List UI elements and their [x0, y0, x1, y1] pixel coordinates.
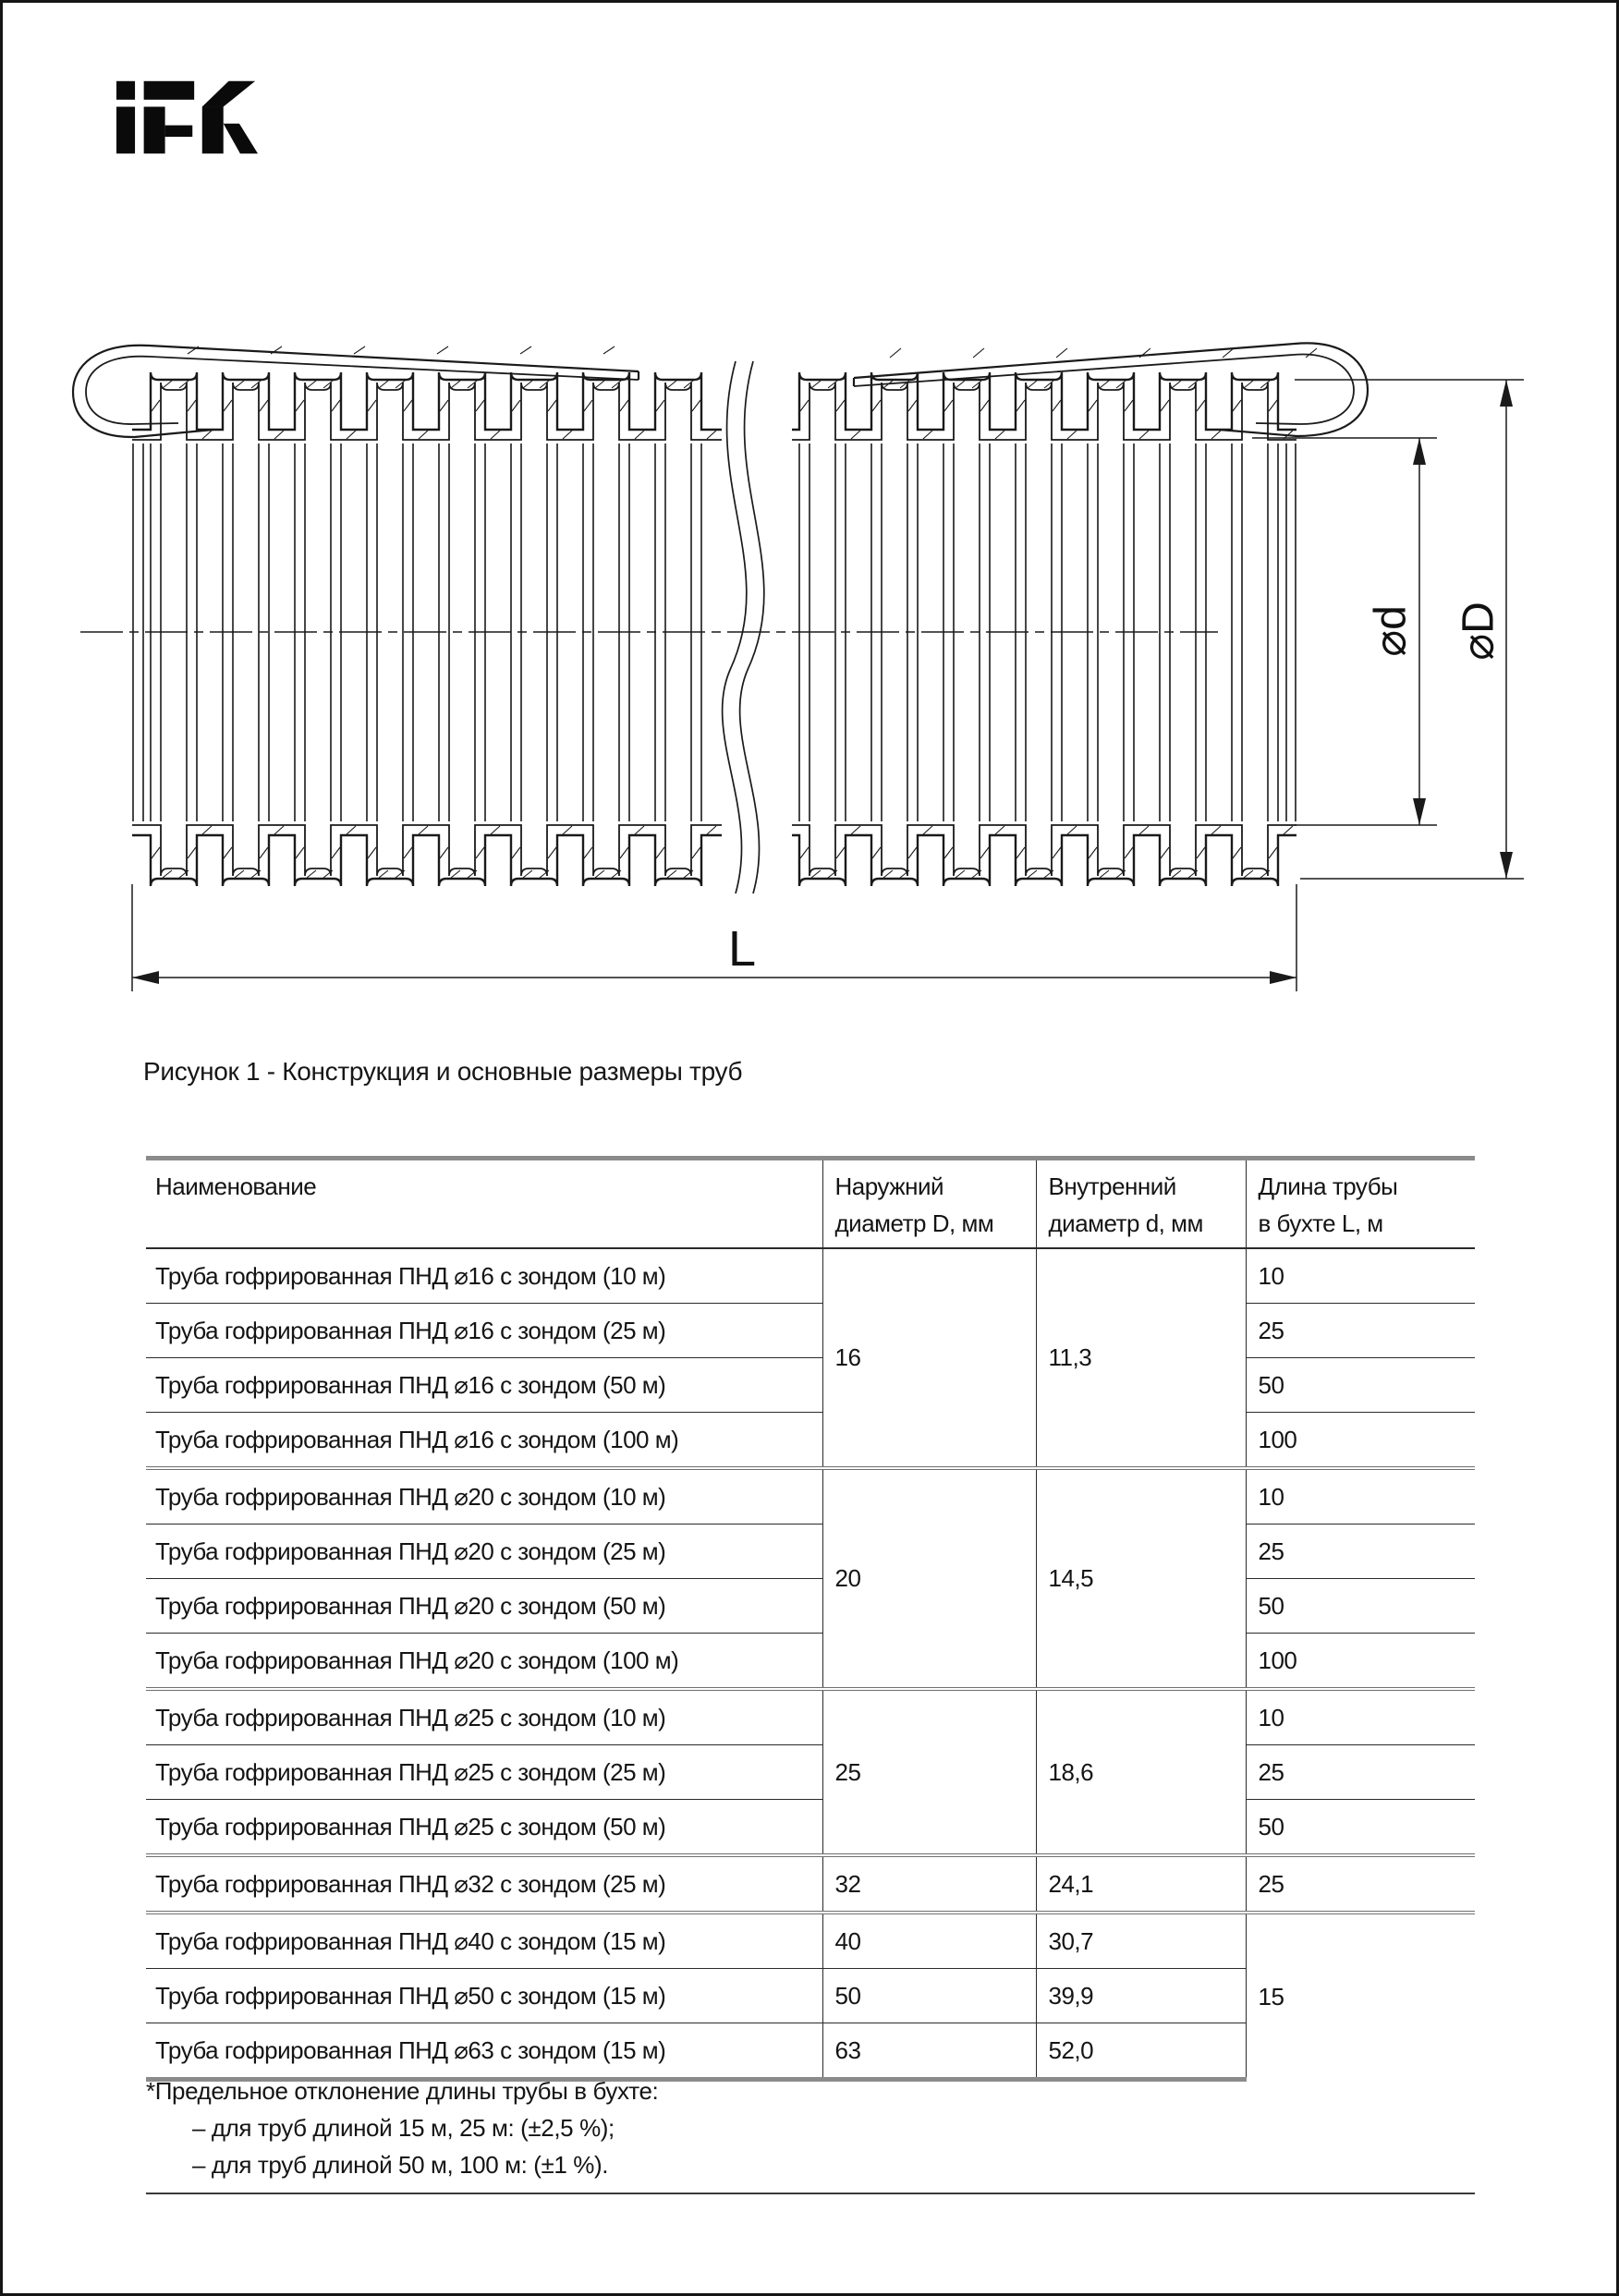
- cell-name: Труба гофрированная ПНД ⌀20 с зондом (10 м): [146, 1468, 822, 1525]
- table-row: [146, 1800, 1475, 1856]
- cell-name: Труба гофрированная ПНД ⌀20 с зондом (25 м): [146, 1525, 822, 1579]
- table-row: [146, 1913, 1475, 1969]
- cell-name: Труба гофрированная ПНД ⌀20 с зондом (100 м): [146, 1634, 822, 1690]
- footnote-title: *Предельное отклонение длины трубы в бухте:: [146, 2077, 659, 2105]
- pipe-bottom-inner-profile: [132, 825, 1296, 876]
- cell-inner-diameter: 39,9: [1036, 1969, 1246, 2023]
- cell-length: 15: [1246, 1913, 1475, 2080]
- cell-name: Труба гофрированная ПНД ⌀50 с зондом (15 м): [146, 1969, 822, 2023]
- cell-name: Труба гофрированная ПНД ⌀32 с зондом (25 м): [146, 1855, 822, 1913]
- spec-table-container: [146, 1156, 1475, 2082]
- cell-length: 100: [1246, 1413, 1475, 1469]
- spec-table: [146, 1156, 1475, 2082]
- table-row: [146, 1413, 1475, 1469]
- table-row: [146, 1358, 1475, 1413]
- spec-table-header: [146, 1159, 1475, 1249]
- column-header: Внутренний диаметр d, мм: [1036, 1159, 1246, 1249]
- table-row: [146, 1248, 1475, 1304]
- table-row: [146, 1579, 1475, 1634]
- footnote-item: – для труб длиной 50 м, 100 м: (±1 %).: [192, 2151, 609, 2179]
- cell-length: 25: [1246, 1525, 1475, 1579]
- table-row: [146, 1855, 1475, 1913]
- cell-name: Труба гофрированная ПНД ⌀16 с зондом (50 м): [146, 1358, 822, 1413]
- break-lines: [722, 352, 792, 901]
- cell-name: Труба гофрированная ПНД ⌀25 с зондом (50 м): [146, 1800, 822, 1856]
- cell-length: 10: [1246, 1248, 1475, 1304]
- cell-name: Труба гофрированная ПНД ⌀16 с зондом (10 м): [146, 1248, 822, 1304]
- cell-inner-diameter: 30,7: [1036, 1913, 1246, 1969]
- cell-name: Труба гофрированная ПНД ⌀16 с зондом (100 м): [146, 1413, 822, 1469]
- footnote-item: – для труб длиной 15 м, 25 м: (±2,5 %);: [192, 2114, 615, 2142]
- outer-diameter-label: ⌀D: [1454, 601, 1503, 661]
- cell-outer-diameter: 20: [822, 1468, 1036, 1689]
- column-header: Наименование: [146, 1159, 822, 1249]
- footnote: [146, 2072, 1475, 2194]
- cell-outer-diameter: 40: [822, 1913, 1036, 1969]
- cell-length: 100: [1246, 1634, 1475, 1690]
- pipe-top-outer-profile: [132, 372, 1296, 430]
- cell-outer-diameter: 50: [822, 1969, 1036, 2023]
- pipe-drawing: [3, 3, 1619, 1056]
- dimension-arrows: [132, 380, 1513, 984]
- cell-outer-diameter: 16: [822, 1248, 1036, 1468]
- table-row: [146, 1689, 1475, 1745]
- cell-name: Труба гофрированная ПНД ⌀20 с зондом (50 м): [146, 1579, 822, 1634]
- cell-length: 10: [1246, 1468, 1475, 1525]
- cell-length: 10: [1246, 1689, 1475, 1745]
- cell-inner-diameter: 18,6: [1036, 1689, 1246, 1855]
- cell-length: 50: [1246, 1358, 1475, 1413]
- table-row: [146, 1468, 1475, 1525]
- cell-name: Труба гофрированная ПНД ⌀16 с зондом (25 м): [146, 1304, 822, 1358]
- cell-inner-diameter: 24,1: [1036, 1855, 1246, 1913]
- pipe-bottom-outer-profile: [132, 835, 1296, 886]
- table-row: [146, 1525, 1475, 1579]
- cell-inner-diameter: 52,0: [1036, 2023, 1246, 2080]
- cell-outer-diameter: 25: [822, 1689, 1036, 1855]
- cell-name: Труба гофрированная ПНД ⌀25 с зондом (25 м): [146, 1745, 822, 1800]
- cell-length: 25: [1246, 1745, 1475, 1800]
- column-header: Длина трубы в бухте L, м: [1246, 1159, 1475, 1249]
- cell-length: 25: [1246, 1855, 1475, 1913]
- cell-inner-diameter: 14,5: [1036, 1468, 1246, 1689]
- cell-outer-diameter: 32: [822, 1855, 1036, 1913]
- cell-name: Труба гофрированная ПНД ⌀40 с зондом (15 м): [146, 1913, 822, 1969]
- cell-outer-diameter: 63: [822, 2023, 1036, 2080]
- pipe-top-inner-profile: [132, 383, 1296, 440]
- cell-length: 50: [1246, 1800, 1475, 1856]
- length-label: L: [727, 921, 757, 977]
- cell-length: 25: [1246, 1304, 1475, 1358]
- figure-caption: Рисунок 1 - Конструкция и основные размеры труб: [143, 1057, 743, 1086]
- cell-name: Труба гофрированная ПНД ⌀25 с зондом (10 м): [146, 1689, 822, 1745]
- column-header: Наружний диаметр D, мм: [822, 1159, 1036, 1249]
- inner-diameter-label: ⌀d: [1366, 605, 1416, 657]
- cell-length: 50: [1246, 1579, 1475, 1634]
- table-row: [146, 1745, 1475, 1800]
- table-row: [146, 1304, 1475, 1358]
- cell-inner-diameter: 11,3: [1036, 1248, 1246, 1468]
- table-row: [146, 1634, 1475, 1690]
- cell-name: Труба гофрированная ПНД ⌀63 с зондом (15 м): [146, 2023, 822, 2080]
